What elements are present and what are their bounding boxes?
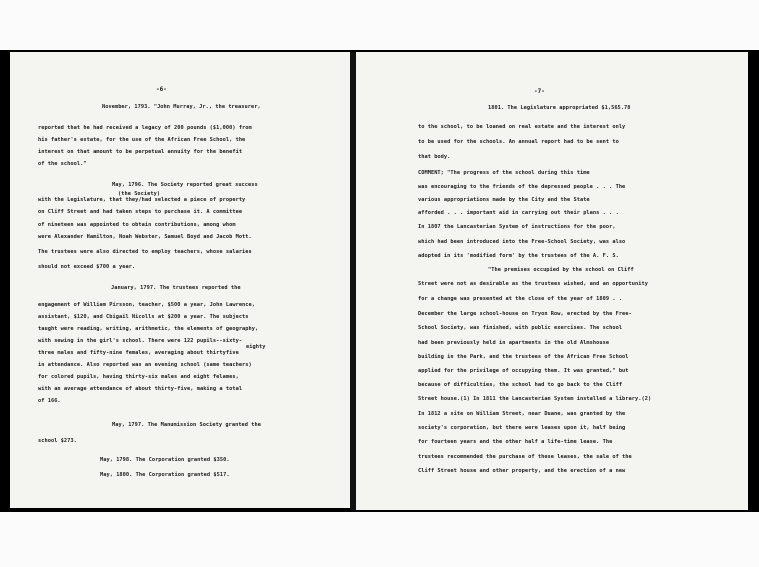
text-line: that body. [418, 154, 451, 160]
text-line: with sewing in the girl's school. There were 122 pupils--sixty- [38, 338, 243, 344]
text-line: because of difficulties, the school had to go back to the Cliff [418, 382, 623, 388]
text-line: May, 1800. The Corporation granted $517. [100, 472, 230, 478]
text-line: adopted in its 'modified form' by the trustees of the A. F. S. [418, 253, 619, 259]
text-line: his father's estate, for the use of the African Free School, the [38, 137, 246, 143]
text-line: which had been introduced into the Free-School Society, was also [418, 239, 626, 245]
scan-margin-top [0, 0, 759, 50]
document-page-right [356, 52, 748, 510]
text-line: "The premises occupied by the school on Cliff [488, 267, 634, 273]
text-line: assistant, $120, and Cbigail Nicolls at $200 a year. The subjects [38, 314, 249, 320]
text-line: May, 1796. The Society reported great success [112, 182, 258, 188]
text-line: on Cliff Street and had taken steps to purchase it. A committee [38, 209, 243, 215]
text-line: with an average attendance of about thirty-five, making a total [38, 386, 243, 392]
text-line: November, 1793. "John Murray, Jr., the treasurer, [102, 104, 261, 110]
text-line: was encouraging to the friends of the depressed people . . . The [418, 184, 626, 190]
text-line: of nineteen was appointed to obtain contributions, among whom [38, 222, 236, 228]
text-line: May, 1798. The Corporation granted $350. [100, 457, 230, 463]
text-line: Cliff Street house and other property, and the erection of a new [418, 468, 626, 474]
text-line: engagement of William Pirsson, teacher, $500 a year, John Lawrence, [38, 302, 256, 308]
text-line: to the school, to be loaned on real estate and the interest only [418, 124, 626, 130]
text-line: trustees recommended the purchase of these leases, the sale of the [418, 454, 632, 460]
text-line: eighty [246, 344, 266, 350]
page-number: -7- [534, 88, 545, 95]
text-line: School Society, was finished, with public exercises. The school [418, 325, 623, 331]
scan-margin-bottom [0, 512, 759, 567]
text-line: of 166. [38, 398, 61, 404]
text-line: three males and fifty-nine females, averaging about thirtyfive [38, 350, 239, 356]
text-line: reported that he had received a legacy of 200 pounds ($1,000) from [38, 125, 252, 131]
page-number: -6- [156, 86, 167, 93]
text-line: should not exceed $700 a year. [38, 264, 136, 270]
text-line: school $273. [38, 438, 77, 444]
text-line: for a change was presented at the close of the year of 1809 . . [418, 296, 623, 302]
text-line: Street house.(1) In 1811 the Lancasterian System installed a library.(2) [418, 396, 652, 402]
document-page-left [10, 52, 350, 508]
text-line: of the school." [38, 161, 87, 167]
text-line: in attendance. Also reported was an evening school (same teachers) [38, 362, 252, 368]
text-line: December the large school-house on Tryon Row, erected by the Free- [418, 311, 632, 317]
text-line: The trustees were also directed to employ teachers, whose salaries [38, 249, 252, 255]
text-line: were Alexander Hamilton, Noah Webster, Samuel Boyd and Jacob Mott. [38, 234, 252, 240]
text-line: for colored pupils, having thirty-six males and eight felames, [38, 374, 239, 380]
text-line: various appropriations made by the City and the State [418, 197, 590, 203]
text-line: building in the Park, and the trustees of the African Free School [418, 354, 629, 360]
text-line: taught were reading, writing, arithmetic, the elements of geography, [38, 326, 259, 332]
text-line: May, 1797. The Manumission Society granted the [112, 422, 261, 428]
text-line: for fourteen years and the other half a life-time lease. The [418, 439, 613, 445]
text-line: with the Legislature, that they/had selected a piece of property [38, 197, 246, 203]
text-line: 1801. The Legislature appropriated $1,565.78 [488, 105, 631, 111]
text-line: society's corporation, but there were leases upon it, half being [418, 425, 626, 431]
text-line: COMMENT; "The progress of the school during this time [418, 170, 590, 176]
text-line: (the Society) [118, 191, 161, 197]
text-line: interest on that amount to be perpetual annuity for the benefit [38, 149, 243, 155]
text-line: afforded . . . important aid in carrying out their plans . . . [418, 210, 619, 216]
text-line: In 1812 a site on William Street, near Duane, was granted by the [418, 411, 626, 417]
text-line: to be used for the schools. An annual report had to be sent to [418, 139, 619, 145]
text-line: had been previously held in apartments in the old Almshouse [418, 340, 610, 346]
text-line: In 1807 the Lancasterian System of instructions for the poor, [418, 224, 616, 230]
text-line: applied for the privilege of occupying them. It was granted," but [418, 368, 629, 374]
text-line: January, 1797. The trustees reported the [111, 285, 241, 291]
text-line: Street were not as desirable as the trustees wished, and an opportunity [418, 281, 648, 287]
